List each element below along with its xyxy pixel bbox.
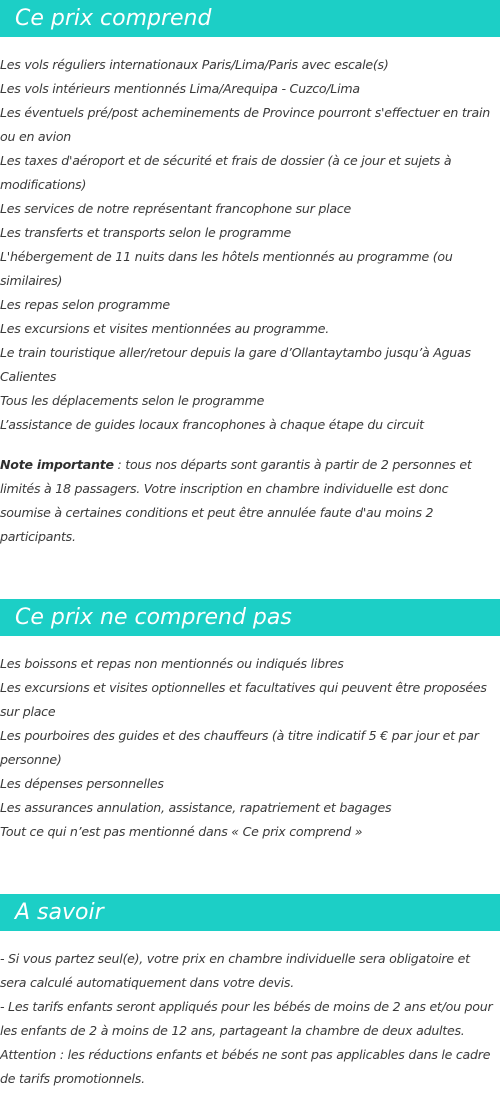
- list-item: Les éventuels pré/post acheminements de Province pourront s'effectuer en train ou en avion: [0, 105, 490, 144]
- list-item: Les dépenses personnelles: [0, 776, 164, 791]
- list-item: Les boissons et repas non mentionnés ou indiqués libres: [0, 656, 344, 671]
- included-list: [0, 53, 500, 437]
- list-item: L’assistance de guides locaux francophones à chaque étape du circuit: [0, 417, 424, 432]
- list-item: Les assurances annulation, assistance, rapatriement et bagages: [0, 800, 392, 815]
- list-item: Les vols réguliers internationaux Paris/Lima/Paris avec escale(s): [0, 57, 389, 72]
- list-item: Les transferts et transports selon le programme: [0, 225, 292, 240]
- list-item: L'hébergement de 11 nuits dans les hôtels mentionnés au programme (ou similaires): [0, 249, 453, 288]
- list-item: Les vols intérieurs mentionnés Lima/Arequipa - Cuzco/Lima: [0, 81, 360, 96]
- section-header-good-to-know: [0, 894, 500, 931]
- list-item: Les taxes d'aéroport et de sécurité et frais de dossier (à ce jour et sujets à modifications): [0, 153, 452, 192]
- good-to-know-text: [0, 947, 500, 1091]
- paragraph: - Les tarifs enfants seront appliqués pour les bébés de moins de 2 ans et/ou pour les enfants de 2 à moins de 12 ans, partageant la chambre de deux adultes.: [0, 999, 493, 1038]
- list-item: Les excursions et visites optionnelles et facultatives qui peuvent être proposées sur place: [0, 680, 487, 719]
- list-item: Les excursions et visites mentionnées au programme.: [0, 321, 330, 336]
- section-title-not-included: Ce prix ne comprend pas: [15, 605, 292, 630]
- section-header-not-included: [0, 599, 500, 636]
- not-included-list: [0, 652, 500, 844]
- list-item: Les repas selon programme: [0, 297, 170, 312]
- paragraph: - Si vous partez seul(e), votre prix en chambre individuelle sera obligatoire et sera calculé automatiquement dans votre devis.: [0, 951, 470, 990]
- list-item: Les services de notre représentant francophone sur place: [0, 201, 351, 216]
- list-item: Tous les déplacements selon le programme: [0, 393, 265, 408]
- important-note: [0, 453, 496, 549]
- list-item: Le train touristique aller/retour depuis la gare d’Ollantaytambo jusqu’à Aguas Calientes: [0, 345, 471, 384]
- section-header-included: [0, 0, 500, 37]
- important-note-text: : tous nos départs sont garantis à partir de 2 personnes et limités à 18 passagers. Votre inscription en chambre individuelle est donc soumise à certaines conditions et peut être annulée faute d'au moins 2 participants.: [0, 457, 472, 544]
- paragraph: Attention : les réductions enfants et bébés ne sont pas applicables dans le cadre de tarifs promotionnels.: [0, 1047, 491, 1086]
- list-item: Les pourboires des guides et des chauffeurs (à titre indicatif 5 € par jour et par personne): [0, 728, 479, 767]
- section-title-good-to-know: A savoir: [15, 900, 104, 925]
- section-title-included: Ce prix comprend: [15, 6, 212, 31]
- important-note-label: Note importante: [0, 457, 114, 472]
- list-item: Tout ce qui n’est pas mentionné dans « Ce prix comprend »: [0, 824, 363, 839]
